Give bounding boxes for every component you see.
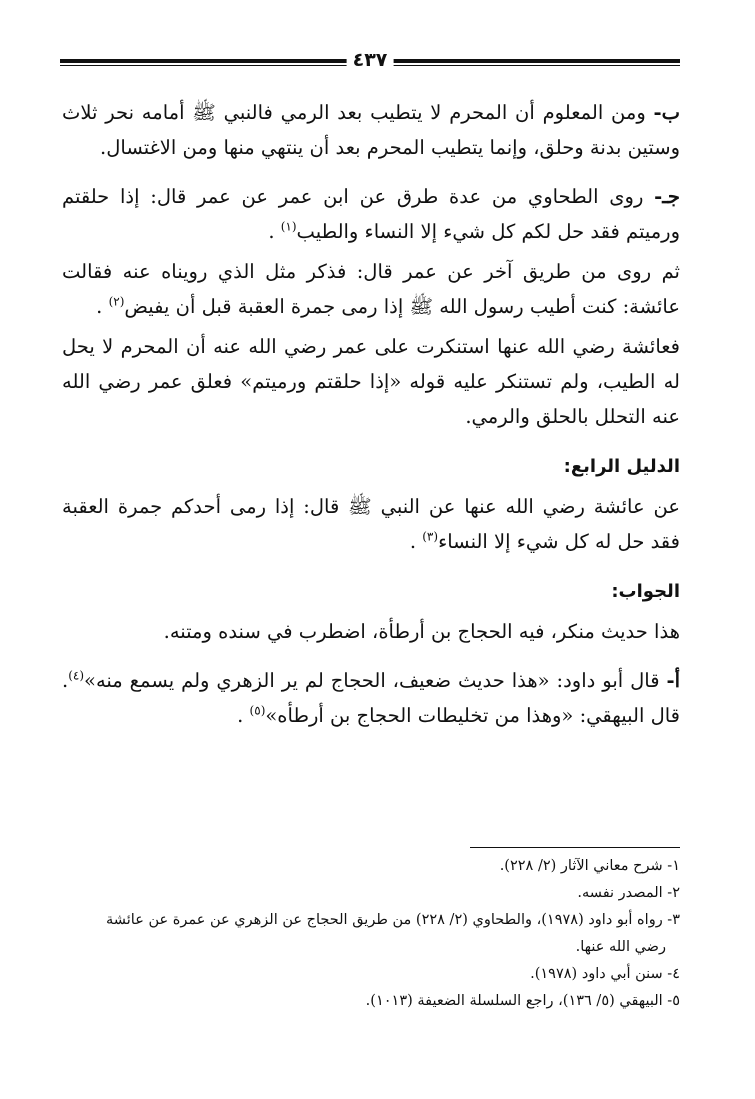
paragraph-text: هذا حديث منكر، فيه الحجاج بن أرطأة، اضطرب في سنده ومتنه. xyxy=(163,620,680,643)
paragraph-5 xyxy=(62,489,680,559)
paragraph-b xyxy=(62,95,680,165)
footnote-item: ١- شرح معاني الآثار (٢/ ٢٢٨). xyxy=(499,858,680,874)
paragraph-text: فعائشة رضي الله عنها استنكرت على عمر رضي الله عنه أن المحرم لا يحل له الطيب، ولم تستنكر عليه قوله «إذا حلقتم ورميتم» فعلق عمر رضي الله عنه التحلل بالحلق والرمي. xyxy=(62,335,680,428)
footnote-ref: (٢) xyxy=(108,294,125,309)
footnote-item: ٥- البيهقي (٥/ ١٣٦)، راجع السلسلة الضعيفة (١٠١٣). xyxy=(365,993,680,1009)
footnote-item-continuation: رضي الله عنها. xyxy=(575,939,666,955)
footnote-separator xyxy=(470,847,680,848)
paragraph-4 xyxy=(62,329,680,434)
footnote-ref: (٥) xyxy=(249,703,266,718)
paragraph-end: . xyxy=(268,220,275,243)
paragraph-text: . قال البيهقي: «وهذا من تخليطات الحجاج بن أرطأه» xyxy=(62,669,680,727)
footnote-ref: (٤) xyxy=(68,668,85,683)
footnote-ref: (١) xyxy=(280,219,297,234)
main-text xyxy=(62,95,680,733)
paragraph-3 xyxy=(62,254,680,324)
paragraph-text: عن عائشة رضي الله عنها عن النبي ﷺ قال: إذا رمى أحدكم جمرة العقبة فقد حل له كل شيء إلا النساء xyxy=(62,495,680,553)
footnote-ref: (٣) xyxy=(422,529,439,544)
paragraph-end: . xyxy=(237,704,244,727)
paragraph-end: . xyxy=(96,295,103,318)
section-heading xyxy=(62,573,680,609)
paragraph-marker: جـ- xyxy=(654,185,680,208)
heading-fourth-evidence: الدليل الرابع: xyxy=(563,456,680,477)
paragraph-text: ومن المعلوم أن المحرم لا يتطيب بعد الرمي فالنبي ﷺ أمامه نحر ثلاث وستين بدنة وحلق، وإنما يتطيب المحرم بعد أن ينتهي منها ومن الاغتسال. xyxy=(62,101,680,159)
paragraph-marker: أ- xyxy=(666,669,680,692)
paragraph-end: . xyxy=(409,530,417,553)
page-number: ٤٣٧ xyxy=(347,48,394,72)
paragraph-text: قال أبو داود: «هذا حديث ضعيف، الحجاج لم ير الزهري ولم يسمع منه» xyxy=(84,669,667,692)
paragraph-a xyxy=(62,663,680,733)
paragraph-j xyxy=(62,179,680,249)
heading-answer: الجواب: xyxy=(611,581,680,602)
section-heading xyxy=(62,448,680,484)
paragraph-text: ثم روى من طريق آخر عن عمر قال: فذكر مثل الذي رويناه عنه فقالت عائشة: كنت أطيب رسول الله ﷺ إذا رمى جمرة العقبة قبل أن يفيض xyxy=(62,260,680,318)
paragraph-6 xyxy=(62,614,680,649)
paragraph-marker: ب- xyxy=(653,101,680,124)
paragraph-text: روى الطحاوي من عدة طرق عن ابن عمر عن عمر قال: إذا حلقتم ورميتم فقد حل لكم كل شيء إلا النساء والطيب xyxy=(62,185,680,243)
footnote-item: ٣- رواه أبو داود (١٩٧٨)، والطحاوي (٢/ ٢٢٨) من طريق الحجاج عن الزهري عن عمرة عن عائشة xyxy=(106,912,680,928)
footnote-item: ٤- سنن أبي داود (١٩٧٨). xyxy=(530,966,680,982)
footnotes xyxy=(62,853,680,1015)
footnote-item: ٢- المصدر نفسه. xyxy=(577,885,680,901)
page-header xyxy=(60,49,680,72)
